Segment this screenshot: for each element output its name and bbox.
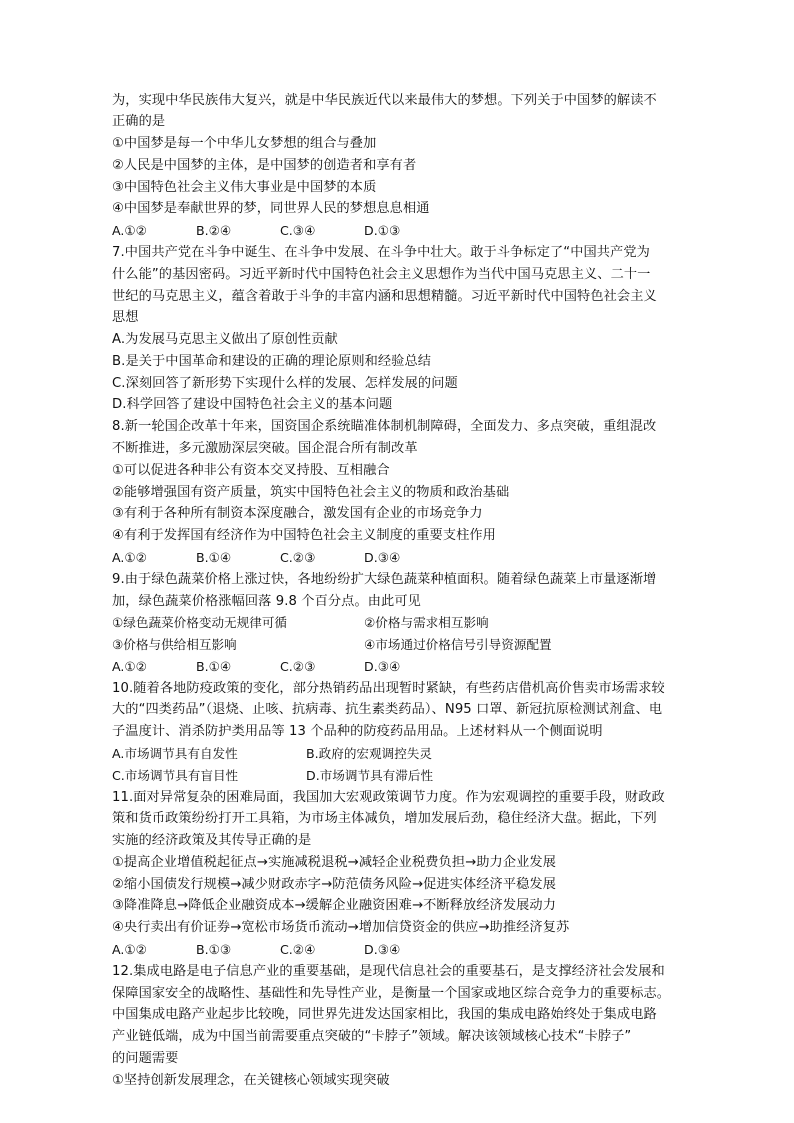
option-text: D.③④ bbox=[364, 942, 401, 957]
option-text: B.①④ bbox=[196, 550, 232, 565]
option-text: ③价格与供给相互影响 bbox=[112, 637, 237, 652]
text-line: ③有利于各种所有制资本深度融合，激发国有企业的市场竞争力 bbox=[112, 506, 483, 521]
text-line: ①中国梦是每一个中华儿女梦想的组合与叠加 bbox=[112, 136, 377, 151]
option-text: C.②③ bbox=[280, 550, 316, 565]
option-text: D.③④ bbox=[364, 659, 401, 674]
text-line: ③中国特色社会主义伟大事业是中国梦的本质 bbox=[112, 180, 377, 195]
text-line: C.深刻回答了新形势下实现什么样的发展、怎样发展的问题 bbox=[112, 376, 458, 391]
text-line: ④中国梦是奉献世界的梦，同世界人民的梦想息息相通 bbox=[112, 201, 430, 216]
option-text: D.①③ bbox=[364, 223, 401, 238]
option-text: C.③④ bbox=[280, 223, 316, 238]
text-line: 12.集成电路是电子信息产业的重要基础，是现代信息社会的重要基石，是支撑经济社会发展和 bbox=[112, 964, 665, 979]
text-line: ②能够增强国有资产质量，筑实中国特色社会主义的物质和政治基础 bbox=[112, 485, 510, 500]
text-line: ③降准降息→降低企业融资成本→缓解企业融资困难→不断释放经济发展动力 bbox=[112, 898, 556, 913]
text-line: 8.新一轮国企改革十年来，国资国企系统瞄准体制机制障碍，全面发力、多点突破，重组混改 bbox=[112, 419, 657, 434]
option-text: C.②③ bbox=[280, 659, 316, 674]
text-line: 实施的经济政策及其传导正确的是 bbox=[112, 833, 312, 848]
text-line: 保障国家安全的战略性、基础性和先导性产业，是衡量一个国家或地区综合竞争力的重要标志。 bbox=[112, 986, 671, 1001]
option-text: ④市场通过价格信号引导资源配置 bbox=[364, 637, 552, 652]
option-text: C.市场调节具有盲目性 bbox=[112, 768, 239, 783]
text-line: 11.面对异常复杂的困难局面，我国加大宏观政策调节力度。作为宏观调控的重要手段，财政政 bbox=[112, 790, 665, 805]
text-line: 产业链低端，成为中国当前需要重点突破的“卡脖子”领域。解决该领域核心技术“卡脖子” bbox=[112, 1029, 632, 1044]
text-line: 的问题需要 bbox=[112, 1051, 179, 1066]
text-line: 9.由于绿色蔬菜价格上涨过快，各地纷纷扩大绿色蔬菜种植面积。随着绿色蔬菜上市量逐渐增 bbox=[112, 572, 657, 587]
option-text: B.①④ bbox=[196, 659, 232, 674]
option-text: B.①③ bbox=[196, 942, 232, 957]
text-line: ④央行卖出有价证券→宽松市场货币流动→增加信贷资金的供应→助推经济复苏 bbox=[112, 920, 570, 935]
text-line: 加，绿色蔬菜价格涨幅回落 9.8 个百分点。由此可见 bbox=[112, 594, 421, 609]
option-text: A.①② bbox=[112, 550, 147, 565]
option-text: A.①② bbox=[112, 659, 147, 674]
text-line: ②人民是中国梦的主体，是中国梦的创造者和享有者 bbox=[112, 158, 417, 173]
text-line: 中国集成电路产业起步比较晚，同世界先进发达国家相比，我国的集成电路始终处于集成电路 bbox=[112, 1007, 657, 1022]
option-text: ②价格与需求相互影响 bbox=[364, 615, 489, 630]
text-line: A.为发展马克思主义做出了原创性贡献 bbox=[112, 332, 338, 347]
text-line: ①提高企业增值税起征点→实施减税退税→减轻企业税费负担→助力企业发展 bbox=[112, 855, 556, 870]
text-line: D.科学回答了建设中国特色社会主义的基本问题 bbox=[112, 397, 393, 412]
option-text: B.政府的宏观调控失灵 bbox=[306, 746, 432, 761]
text-line: 策和货币政策纷纷打开工具箱，为市场主体减负，增加发展后劲，稳住经济大盘。据此，下列 bbox=[112, 811, 657, 826]
option-text: A.市场调节具有自发性 bbox=[112, 746, 238, 761]
text-line: 什么能”的基因密码。习近平新时代中国特色社会主义思想作为当代中国马克思主义、二十一 bbox=[112, 267, 651, 282]
option-text: D.市场调节具有滞后性 bbox=[306, 768, 434, 783]
text-line: 7.中国共产党在斗争中诞生、在斗争中发展、在斗争中壮大。敢于斗争标定了“中国共产党为 bbox=[112, 245, 650, 260]
option-text: C.②④ bbox=[280, 942, 316, 957]
text-line: 为，实现中华民族伟大复兴，就是中华民族近代以来最伟大的梦想。下列关于中国梦的解读不 bbox=[112, 93, 657, 108]
option-text: D.③④ bbox=[364, 550, 401, 565]
text-line: ①坚持创新发展理念，在关键核心领域实现突破 bbox=[112, 1073, 390, 1088]
text-line: ④有利于发挥国有经济作为中国特色社会主义制度的重要支柱作用 bbox=[112, 528, 496, 543]
text-line: ①可以促进各种非公有资本交叉持股、互相融合 bbox=[112, 463, 390, 478]
text-line: 正确的是 bbox=[112, 114, 166, 129]
text-line: 大的“四类药品”（退烧、止咳、抗病毒、抗生素类药品）、N95 口罩、新冠抗原检测试剂盒、电 bbox=[112, 702, 663, 717]
option-text: ①绿色蔬菜价格变动无规律可循 bbox=[112, 615, 288, 630]
text-line: 思想 bbox=[112, 310, 139, 325]
text-line: 子温度计、消杀防护类用品等 13 个品种的防疫药品用品。上述材料从一个侧面说明 bbox=[112, 724, 603, 739]
text-line: 10.随着各地防疫政策的变化，部分热销药品出现暂时紧缺，有些药店借机高价售卖市场需求较 bbox=[112, 681, 665, 696]
text-line: 世纪的马克思主义，蕴含着敢于斗争的丰富内涵和思想精髓。习近平新时代中国特色社会主义 bbox=[112, 289, 657, 304]
text-line: ②缩小国债发行规模→减少财政赤字→防范债务风险→促进实体经济平稳发展 bbox=[112, 877, 556, 892]
text-line: B.是关于中国革命和建设的正确的理论原则和经验总结 bbox=[112, 354, 432, 369]
option-text: B.②④ bbox=[196, 223, 232, 238]
text-line: 不断推进，多元激励深层突破。国企混合所有制改革 bbox=[112, 441, 418, 456]
option-text: A.①② bbox=[112, 942, 147, 957]
option-text: A.①② bbox=[112, 223, 147, 238]
